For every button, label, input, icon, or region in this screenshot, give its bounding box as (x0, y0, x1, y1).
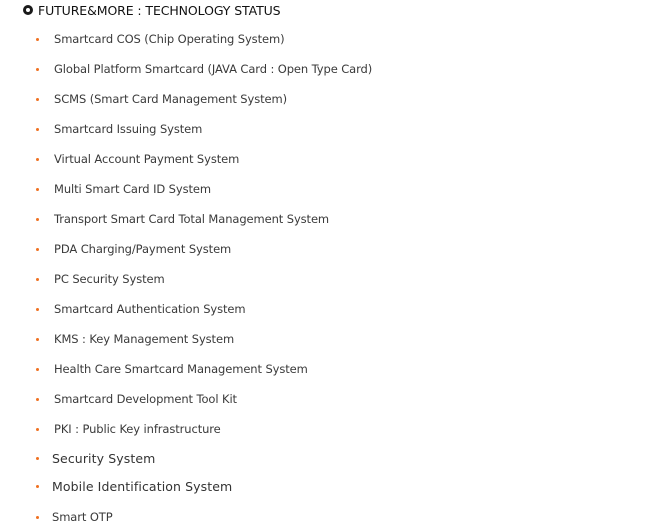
list-item (36, 330, 234, 348)
list-item-label: Smartcard Authentication System (54, 302, 246, 316)
bullet-dot-icon (36, 428, 39, 431)
bullet-dot-icon (36, 368, 39, 371)
list-item (36, 477, 232, 495)
list-item-label: KMS : Key Management System (54, 332, 235, 346)
list-item-label: Smartcard COS (Chip Operating System) (54, 32, 285, 46)
section-heading (23, 1, 281, 19)
list-item-label: PKI : Public Key infrastructure (54, 422, 221, 436)
list-item (36, 300, 246, 318)
bullet-dot-icon (36, 218, 39, 221)
bullet-dot-icon (36, 188, 39, 191)
bullet-dot-icon (36, 98, 39, 101)
list-item (36, 449, 155, 467)
list-item (36, 120, 202, 138)
list-item-label: Smartcard Development Tool Kit (54, 392, 237, 406)
bullet-dot-icon (36, 248, 39, 251)
bullet-dot-icon (36, 158, 39, 161)
circle-bullet-icon (23, 5, 33, 15)
bullet-dot-icon (36, 485, 39, 488)
list-item (36, 508, 113, 526)
list-item (36, 150, 239, 168)
list-item (36, 420, 221, 438)
bullet-dot-icon (36, 516, 39, 519)
list-item-label: Global Platform Smartcard (JAVA Card : Open Type Card) (54, 62, 373, 76)
list-item-label: Smartcard Issuing System (54, 122, 203, 136)
list-item-label: SCMS (Smart Card Management System) (54, 92, 287, 106)
section-title: FUTURE&MORE : TECHNOLOGY STATUS (38, 2, 281, 18)
list-item (36, 30, 284, 48)
bullet-dot-icon (36, 338, 39, 341)
bullet-dot-icon (36, 457, 39, 460)
list-item-label: Transport Smart Card Total Management System (54, 212, 330, 226)
list-item (36, 240, 231, 258)
list-item (36, 210, 329, 228)
list-item-label: PC Security System (54, 272, 165, 286)
list-item-label: Health Care Smartcard Management System (54, 362, 308, 376)
list-item (36, 90, 287, 108)
bullet-dot-icon (36, 128, 39, 131)
bullet-dot-icon (36, 398, 39, 401)
bullet-dot-icon (36, 68, 39, 71)
list-item (36, 360, 308, 378)
bullet-dot-icon (36, 278, 39, 281)
list-item (36, 270, 165, 288)
list-item-label: Multi Smart Card ID System (54, 182, 211, 196)
list-item-label: Security System (52, 450, 156, 466)
list-item (36, 390, 237, 408)
bullet-dot-icon (36, 308, 39, 311)
list-item-label: Virtual Account Payment System (54, 152, 240, 166)
list-item (36, 60, 372, 78)
list-item (36, 180, 211, 198)
list-item-label: Mobile Identification System (52, 478, 233, 494)
list-item-label: Smart OTP (52, 510, 113, 524)
bullet-dot-icon (36, 38, 39, 41)
list-item-label: PDA Charging/Payment System (54, 242, 232, 256)
